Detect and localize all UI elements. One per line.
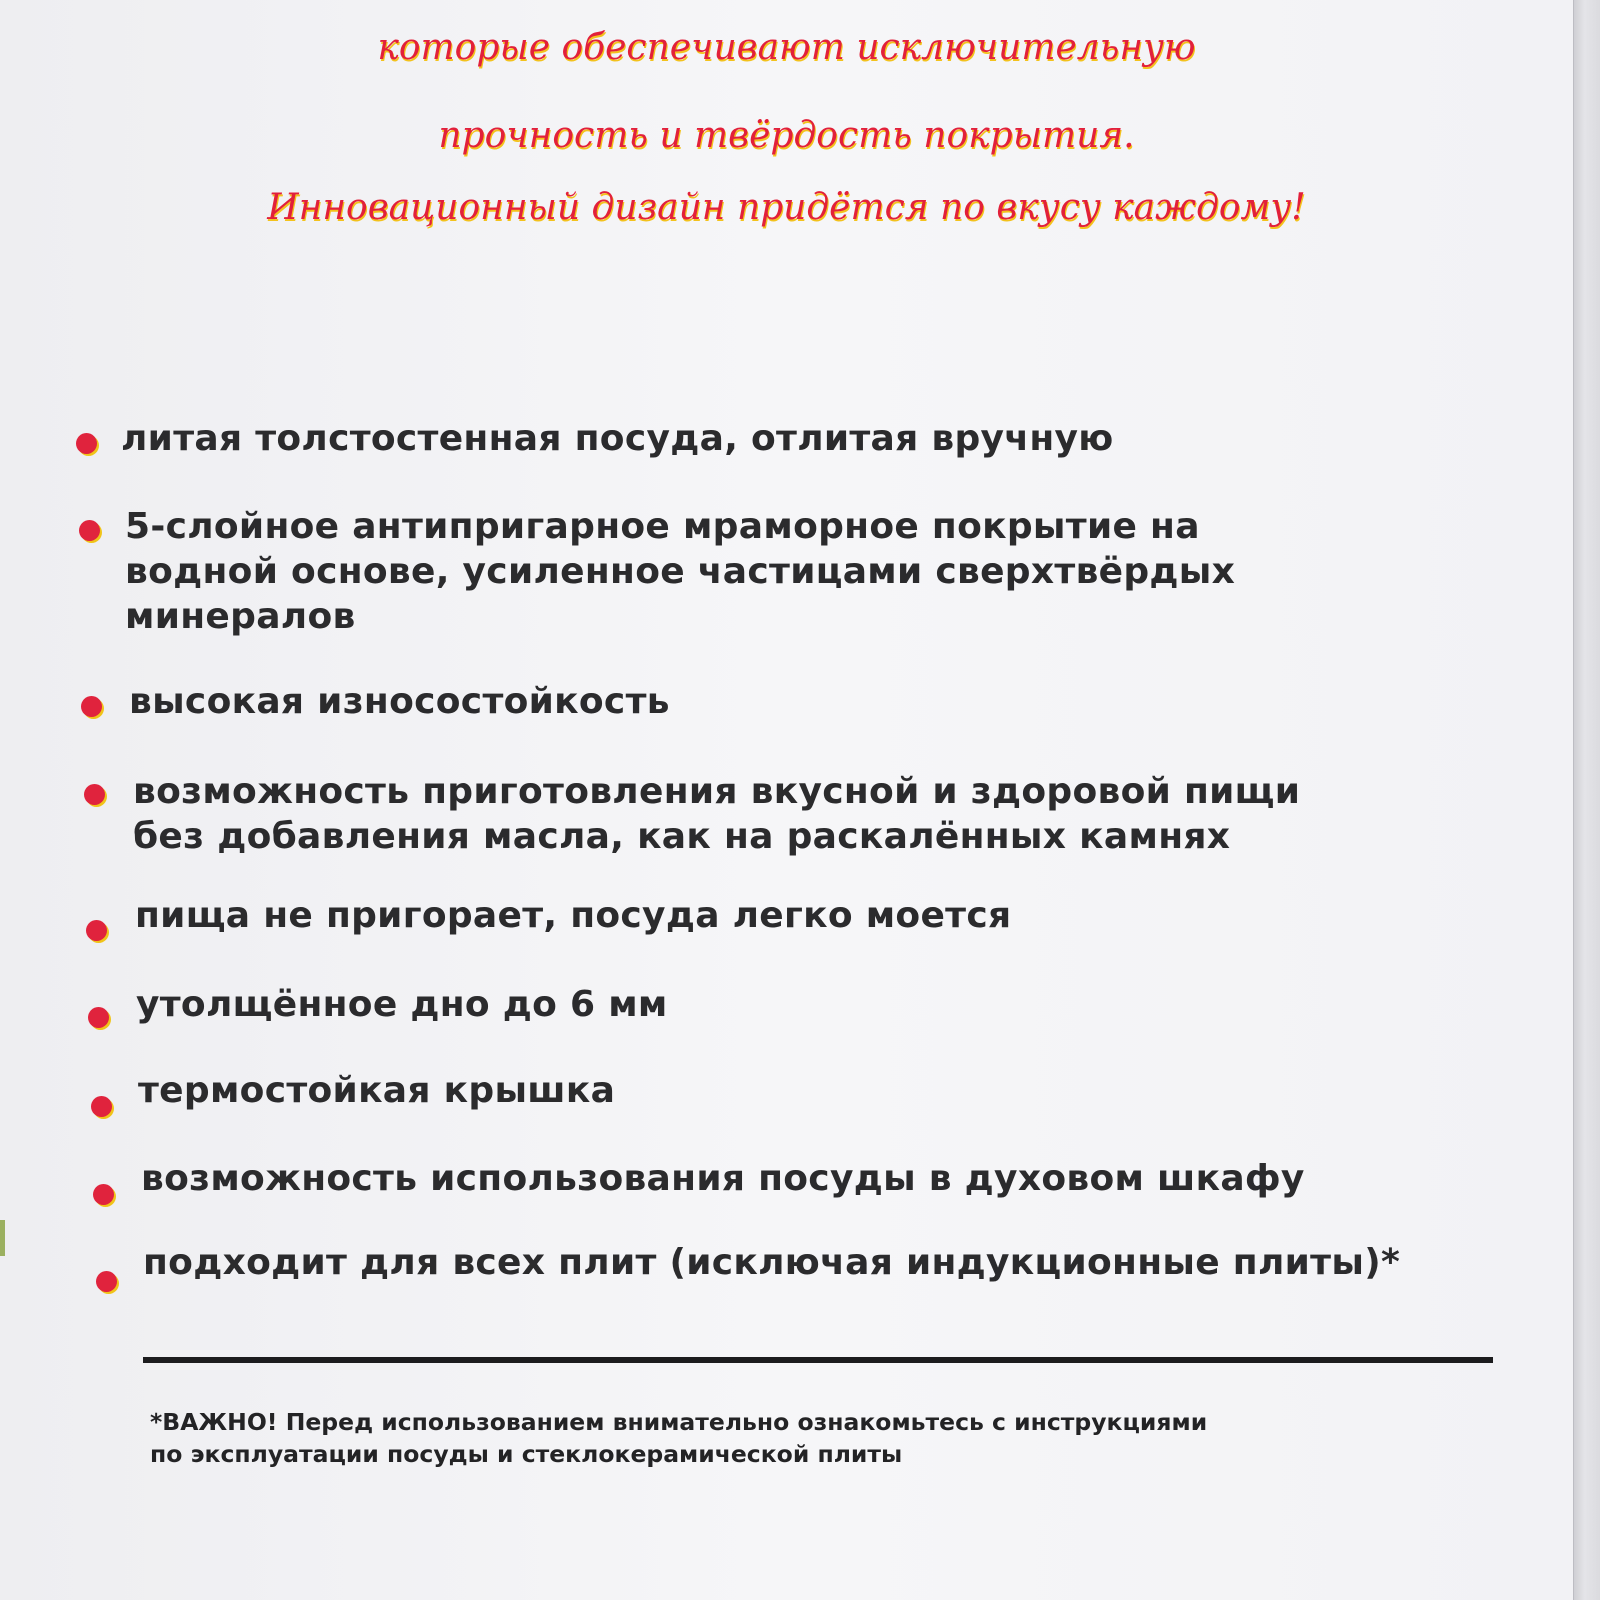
bullet-dot-icon bbox=[93, 1184, 114, 1205]
adjacent-panel-mark bbox=[0, 1220, 5, 1256]
important-note bbox=[150, 1406, 1207, 1470]
important-note-line-1: *ВАЖНО! Перед использованием внимательно ознакомьтесь с инструкциями bbox=[150, 1408, 1208, 1436]
box-edge bbox=[1573, 0, 1600, 1600]
bullet-dot-icon bbox=[88, 1007, 109, 1028]
feature-text-line: 5-слойное антипригарное мраморное покрытие на bbox=[125, 506, 1200, 547]
bullet-dot-icon bbox=[81, 696, 102, 717]
bullet-dot-icon bbox=[86, 920, 107, 941]
feature-text-line: утолщённое дно до 6 мм bbox=[136, 984, 668, 1025]
important-note-line-2: по эксплуатации посуды и стеклокерамической плиты bbox=[150, 1440, 903, 1468]
feature-text bbox=[125, 504, 1235, 639]
feature-text-line: водной основе, усиленное частицами сверхтвёрдых bbox=[125, 551, 1236, 592]
feature-text-line: высокая износостойкость bbox=[129, 681, 670, 722]
feature-text bbox=[141, 1156, 1305, 1201]
feature-text bbox=[129, 679, 670, 724]
slogan-line-3: Инновационный дизайн придётся по вкусу каждому! bbox=[267, 187, 1306, 228]
feature-text-line: возможность использования посуды в духовом шкафу bbox=[141, 1158, 1305, 1199]
feature-text bbox=[143, 1240, 1400, 1285]
feature-text bbox=[136, 982, 668, 1027]
feature-text bbox=[121, 416, 1114, 461]
feature-text-line: без добавления масла, как на раскалённых камнях bbox=[133, 816, 1231, 857]
feature-text bbox=[135, 893, 1011, 938]
feature-text-line: возможность приготовления вкусной и здоровой пищи bbox=[133, 771, 1301, 812]
divider-line bbox=[143, 1357, 1493, 1363]
feature-text bbox=[138, 1068, 615, 1113]
bullet-dot-icon bbox=[96, 1271, 117, 1292]
bullet-dot-icon bbox=[84, 784, 105, 805]
feature-text-line: пища не пригорает, посуда легко моется bbox=[135, 895, 1012, 936]
bullet-dot-icon bbox=[76, 433, 97, 454]
feature-text bbox=[133, 769, 1300, 859]
feature-text-line: минералов bbox=[125, 596, 356, 637]
feature-text-line: термостойкая крышка bbox=[138, 1070, 616, 1111]
bullet-dot-icon bbox=[79, 520, 100, 541]
slogan-line-2: прочность и твёрдость покрытия. bbox=[438, 115, 1135, 156]
bullet-dot-icon bbox=[91, 1096, 112, 1117]
feature-text-line: подходит для всех плит (исключая индукционные плиты)* bbox=[143, 1242, 1401, 1283]
feature-text-line: литая толстостенная посуда, отлитая вручную bbox=[121, 418, 1114, 459]
slogan-line-1: которые обеспечивают исключительную bbox=[377, 27, 1196, 68]
